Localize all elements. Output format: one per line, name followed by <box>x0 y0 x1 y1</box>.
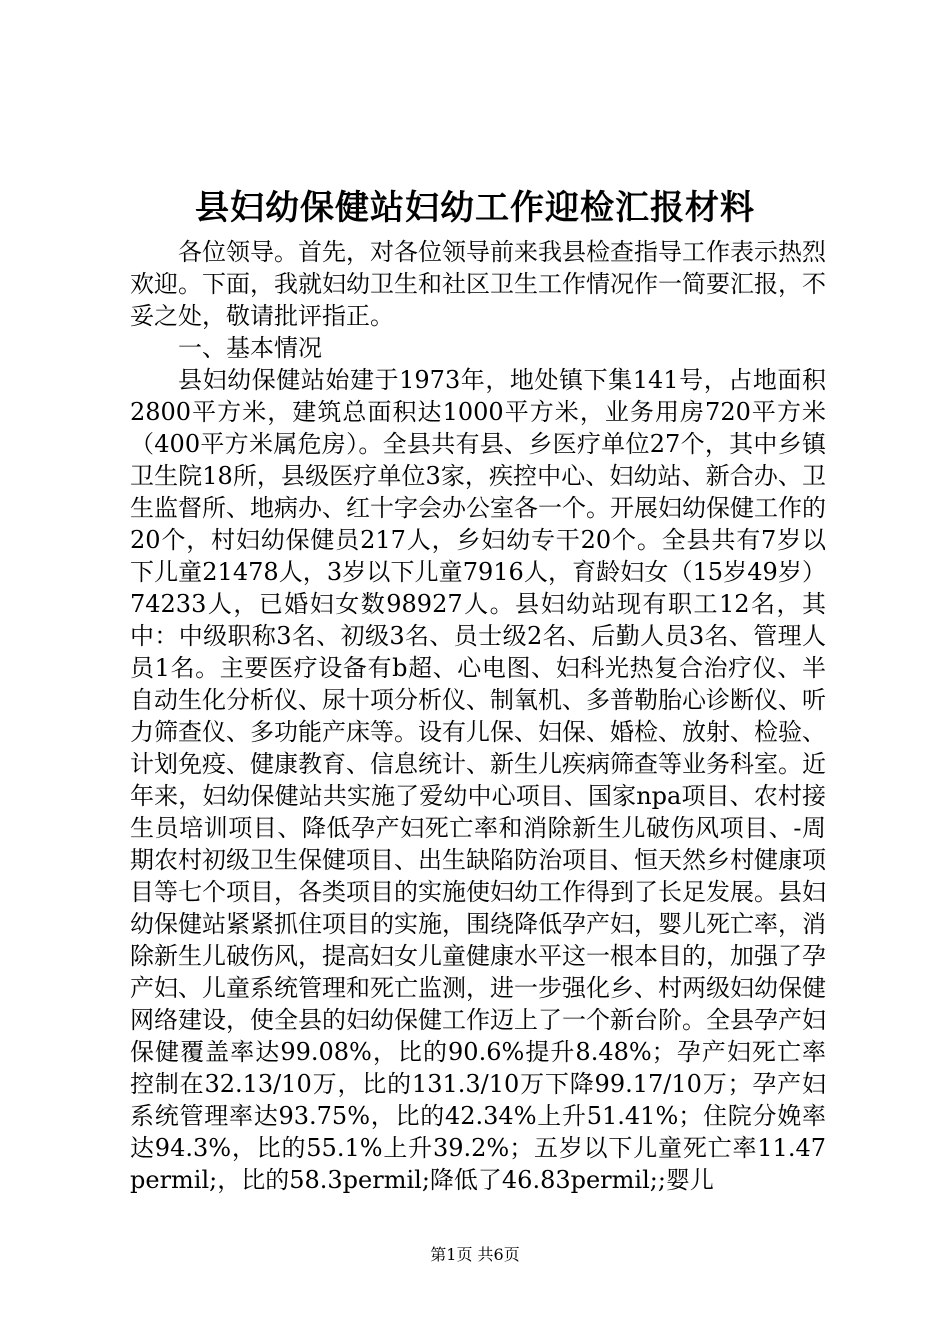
document-body <box>130 236 826 1196</box>
document-title: 县妇幼保健站妇幼工作迎检汇报材料 <box>195 188 755 228</box>
section-heading-basic-info: 一、基本情况 <box>178 334 322 362</box>
basic-info-paragraph: 县妇幼保健站始建于1973年，地处镇下集141号，占地面积2800平方米，建筑总面积达1000平方米，业务用房720平方米（400平方米属危房）。全县共有县、乡医疗单位27个，其中乡镇卫生院18所，县级医疗单位3家，疾控中心、妇幼站、新合办、卫生监督所、地病办、红十字会办公室各一个。开展妇幼保健工作的20个，村妇幼保健员217人，乡妇幼专干20个。全县共有7岁以下儿童21478人，3岁以下儿童7916人，育龄妇女（15岁49岁）74233人，已婚妇女数98927人。县妇幼站现有职工12名，其中：中级职称3名、初级3名、员士级2名、后勤人员3名、管理人员1名。主要医疗设备有b超、心电图、妇科光热复合治疗仪、半自动生化分析仪、尿十项分析仪、制氧机、多普勒胎心诊断仪、听力筛查仪、多功能产床等。设有儿保、妇保、婚检、放射、检验、计划免疫、健康教育、信息统计、新生儿疾病筛查等业务科室。近年来，妇幼保健站共实施了爱幼中心项目、国家npa项目、农村接生员培训项目、降低孕产妇死亡率和消除新生儿破伤风项目、-周期农村初级卫生保健项目、出生缺陷防治项目、恒天然乡村健康项目等七个项目，各类项目的实施使妇幼工作得到了长足发展。县妇幼保健站紧紧抓住项目的实施，围绕降低孕产妇，婴儿死亡率，消除新生儿破伤风，提高妇女儿童健康水平这一根本目的，加强了孕产妇、儿童系统管理和死亡监测，进一步强化乡、村两级妇幼保健网络建设，使全县的妇幼保健工作迈上了一个新台阶。全县孕产妇保健覆盖率达99.08%，比的90.6%提升8.48%；孕产妇死亡率控制在32.13/10万，比的131.3/10万下降99.17/10万；孕产妇系统管理率达93.75%，比的42.34%上升51.41%；住院分娩率达94.3%，比的55.1%上升39.2%；五岁以下儿童死亡率11.47permil;，比的58.3permil;降低了46.83permil;;婴儿 <box>130 366 826 1194</box>
greeting-paragraph: 各位领导。首先，对各位领导前来我县检查指导工作表示热烈欢迎。下面，我就妇幼卫生和社区卫生工作情况作一简要汇报，不妥之处，敬请批评指正。 <box>130 238 826 330</box>
page-footer: 第1页 共6页 <box>430 1245 520 1264</box>
